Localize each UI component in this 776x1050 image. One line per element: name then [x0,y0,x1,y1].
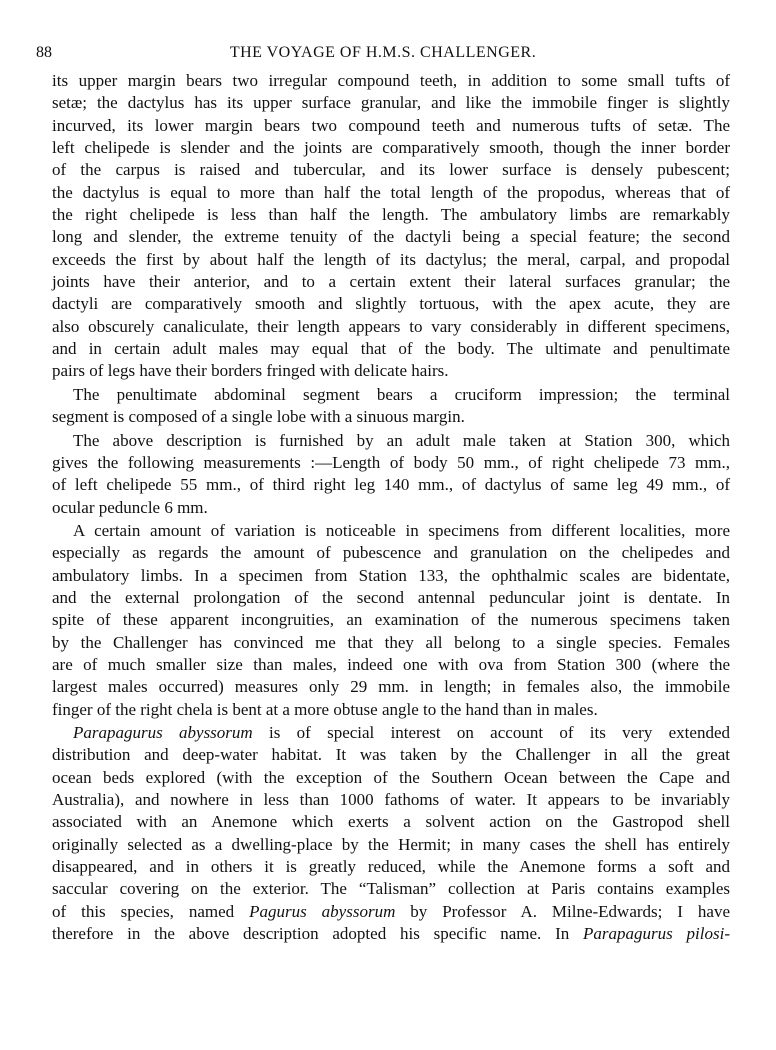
text-line: distribution and deep-water habitat. It was taken by the Challenger in all the great [52,745,730,765]
text-line: largest males occurred) measures only 29 mm. in length; in females also, the immobile [52,677,730,697]
text-line: and the external prolongation of the second antennal peduncular joint is dentate. In [52,587,730,607]
paragraph [52,384,730,429]
text-segment: therefore in the above description adopted his specific name. In [52,924,584,944]
italic-taxon-name: Parapagurus abyssorum [73,722,253,742]
text-line: especially as regards the amount of pubescence and granulation on the chelipedes and [52,543,730,563]
text-line: ambulatory limbs. In a specimen from Station 133, the ophthalmic scales are bidentate, [52,565,730,585]
text-line: the dactylus is equal to more than half the total length of the propodus, whereas that of [52,182,730,202]
italic-taxon-name: Parapagurus pilosi- [583,924,730,944]
text-line [52,722,730,744]
paragraph [52,70,730,383]
text-line: spite of these apparent incongruities, an examination of the numerous specimens taken [52,610,730,630]
text-line: The penultimate abdominal segment bears a cruciform impression; the terminal [73,384,730,404]
text-line: and in certain adult males may equal that of the body. The ultimate and penultimate [52,339,730,359]
text-line: ocean beds explored (with the exception of the Southern Ocean between the Cape and [52,767,730,787]
text-line: its upper margin bears two irregular compound teeth, in addition to some small tufts of [52,71,730,90]
text-line: Australia), and nowhere in less than 1000 fathoms of water. It appears to be invariably [52,790,730,809]
text-line: segment is composed of a single lobe with a sinuous margin. [52,407,465,427]
text-line: by the Challenger has convinced me that they all belong to a single species. Females [52,632,730,652]
text-line [52,901,730,923]
text-segment: by Professor A. Milne-Edwards; I have [395,901,730,921]
text-line: dactyli are comparatively smooth and slightly tortuous, with the apex acute, they are [52,294,730,314]
text-line: exceeds the first by about half the length of its dactylus; the meral, carpal, and propodal [52,249,730,269]
text-line: pairs of legs have their borders fringed with delicate hairs. [52,361,449,381]
text-line: A certain amount of variation is noticeable in specimens from different localities, more [73,520,730,540]
text-line: joints have their anterior, and to a certain extent their lateral surfaces granular; the [52,272,730,292]
text-segment: of this species, named [52,901,250,921]
text-line: of the carpus is raised and tubercular, and its lower surface is densely pubescent; [52,160,730,180]
text-line: gives the following measurements :—Length of body 50 mm., of right chelipede 73 mm., [52,452,730,472]
text-line: The above description is furnished by an adult male taken at Station 300, which [73,430,730,450]
running-head: THE VOYAGE OF H.M.S. CHALLENGER. [229,44,537,61]
text-line: left chelipede is slender and the joints are comparatively smooth, though the inner border [52,138,730,158]
text-line: are of much smaller size than males, indeed one with ova from Station 300 (where the [52,654,730,674]
text-line: ocular peduncle 6 mm. [52,497,208,517]
text-line: originally selected as a dwelling-place by the Hermit; in many cases the shell has entirely [52,834,730,854]
text-line: saccular covering on the exterior. The “Talisman” collection at Paris contains examples [52,879,730,899]
text-line: finger of the right chela is bent at a more obtuse angle to the hand than in males. [52,699,598,719]
paragraph [52,520,730,721]
paragraph [52,430,730,519]
text-line: of left chelipede 55 mm., of third right leg 140 mm., of dactylus of same leg 49 mm., of [52,475,730,495]
text-line: long and slender, the extreme tenuity of the dactyli being a special feature; the second [52,227,730,247]
text-segment: is of special interest on account of its very extended [252,722,730,742]
paragraph [52,722,730,945]
page-number: 88 [36,44,52,61]
page-header [36,44,730,68]
body-text [52,70,730,946]
text-line [52,923,730,945]
text-line: associated with an Anemone which exerts a solvent action on the Gastropod shell [52,812,730,832]
text-line: also obscurely canaliculate, their length appears to vary considerably in different specimens, [52,316,730,336]
italic-taxon-name: Pagurus abyssorum [249,901,396,921]
text-line: disappeared, and in others it is greatly reduced, while the Anemone forms a soft and [52,857,730,877]
text-line: setæ; the dactylus has its upper surface granular, and like the immobile finger is slightly [52,93,730,113]
text-line: the right chelipede is less than half the length. The ambulatory limbs are remarkably [52,205,730,225]
text-line: incurved, its lower margin bears two compound teeth and numerous tufts of setæ. The [52,115,730,135]
